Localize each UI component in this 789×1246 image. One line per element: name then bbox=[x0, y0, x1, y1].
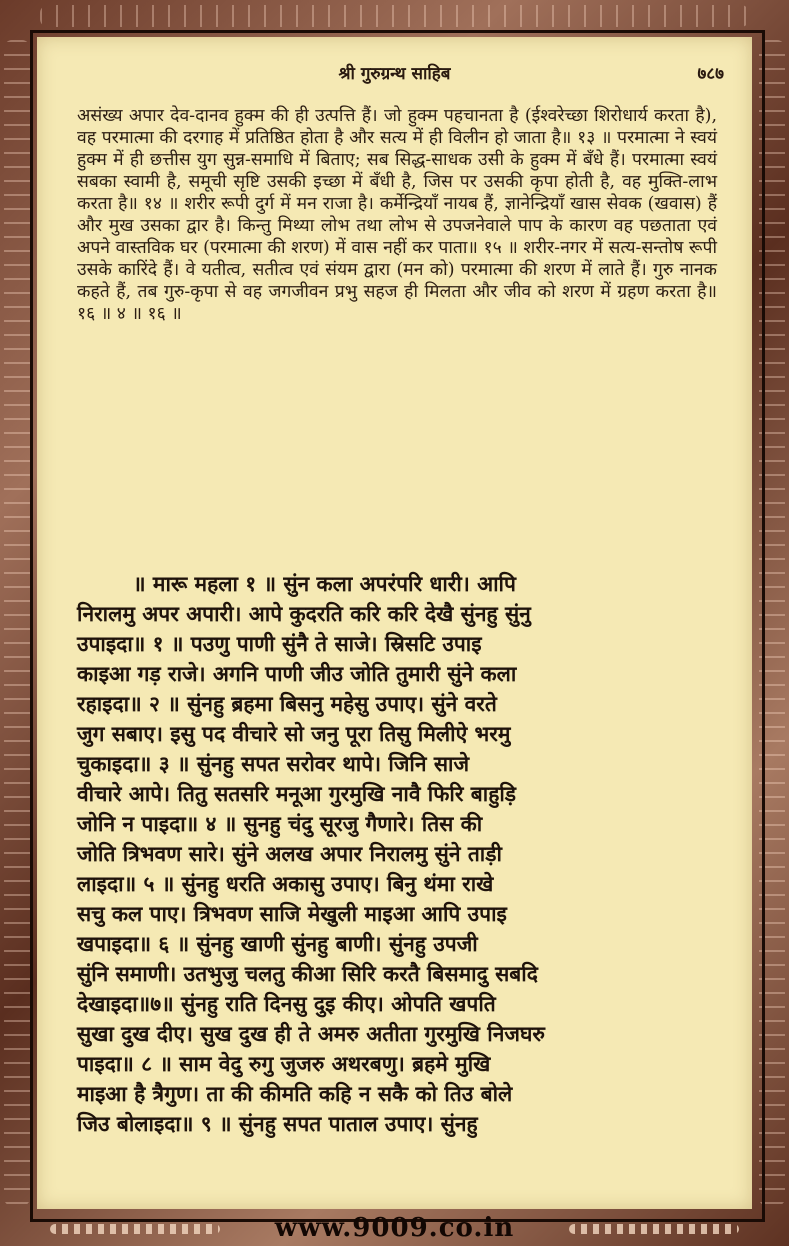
verse-line: जिउ बोलाइदा॥ ९ ॥ सुंनहु सपत पाताल उपाए। सुंनहु bbox=[77, 1111, 478, 1136]
verse-line: रहाइदा॥ २ ॥ सुंनहु ब्रहमा बिसनु महेसु उपाए। सुंने वरते bbox=[77, 691, 497, 716]
translation-line: हुक्म में ही छत्तीस युग सुन्न-समाधि में बिताए; सब सिद्ध-साधक उसी bbox=[77, 150, 511, 170]
verse-line: जोनि न पाइदा॥ ४ ॥ सुनहु चंदु सूरजु गैणारे। तिस की bbox=[77, 811, 483, 836]
translation-line: के हुक्म में बँधे हैं। परमात्मा स्वयं सबका स्वामी है, समूची सृष्टि उसकी bbox=[77, 150, 717, 192]
verse-line: सचु कल पाए। त्रिभवण साजि मेखुली माइआ आपि उपाइ bbox=[77, 901, 507, 926]
translation-line: शरीर-नगर में सत्य-सन्तोष रूपी उसके कारिंदे हैं। वे यतीत्व, सतीत्व bbox=[77, 238, 717, 280]
verse-line: देखाइदा॥७॥ सुंनहु राति दिनसु दुइ कीए। ओपति खपति bbox=[77, 991, 496, 1016]
translation-line: (ईश्वरेच्छा शिरोधार्य करता है), वह परमात्मा की दरगाह में प्रतिष्ठित bbox=[77, 106, 718, 148]
page-footer bbox=[0, 1212, 789, 1246]
frame-ornament-left bbox=[4, 40, 30, 1206]
verse-line: उपाइदा॥ १ ॥ पउणु पाणी सुंनै ते साजे। स्रिसटि उपाइ bbox=[77, 631, 482, 656]
running-title: श्री गुरुग्रन्थ साहिब bbox=[338, 64, 451, 84]
scripture-page bbox=[37, 37, 752, 1209]
hindi-translation bbox=[77, 105, 717, 325]
translation-line: होता है और सत्य में ही विलीन हो जाता है॥ १३ ॥ परमात्मा ने स्वयं bbox=[300, 128, 717, 148]
verse-line: पाइदा॥ ८ ॥ साम वेदु रुगु जुजरु अथरबणु। ब्रहमे मुखि bbox=[77, 1051, 491, 1076]
gurbani-verse bbox=[77, 569, 717, 1139]
verse-line: जोति त्रिभवण सारे। सुंने अलख अपार निरालमु सुंने ताड़ी bbox=[77, 841, 502, 866]
verse-line: सुंनि समाणी। उतभुजु चलतु कीआ सिरि करतै बिसमादु सबदि bbox=[77, 961, 538, 986]
verse-line: जुग सबाए। इसु पद वीचारे सो जनु पूरा तिसु मिलीऐ भरमु bbox=[77, 721, 511, 746]
translation-line: अपने वास्तविक घर (परमात्मा की शरण) में वास नहीं कर पाता॥ १५ ॥ bbox=[77, 238, 524, 258]
translation-line: है॥ १४ ॥ शरीर रूपी दुर्ग में मन राजा है। कर्मेन्द्रियाँ नायब हैं, bbox=[118, 194, 505, 214]
verse-line: निरालमु अपर अपारी। आपे कुदरति करि करि देखै सुंनहु सुंनु bbox=[77, 601, 531, 626]
translation-line: इच्छा में बँधी है, जिस पर उसकी कृपा होती है, वह मुक्ति-लाभ करता bbox=[77, 172, 717, 214]
verse-line: वीचारे आपे। तितु सतसरि मनूआ गुरमुखि नावै फिरि बाहुड़ि bbox=[77, 781, 517, 806]
verse-line: सुखा दुख दीए। सुख दुख ही ते अमरु अतीता गुरमुखि निजघरु bbox=[77, 1021, 545, 1046]
translation-line: को शरण में ग्रहण करता है॥ १६ ॥ ४ ॥ १६ ॥ bbox=[77, 282, 718, 324]
translation-line: असंख्य अपार देव-दानव हुक्म की ही उत्पत्ति हैं। जो हुक्म पहचानता है bbox=[77, 106, 525, 126]
verse-line: काइआ गड़ राजे। अगनि पाणी जीउ जोति तुमारी सुंने कला bbox=[77, 661, 517, 686]
translation-line: मिथ्या लोभ तथा लोभ से उपजनेवाले पाप के कारण वह पछताता एवं bbox=[277, 216, 717, 236]
frame-ornament-top bbox=[40, 5, 749, 27]
translation-line: कहते हैं, तब गुरु-कृपा से वह जगजीवन प्रभु सहज ही मिलता और जीव bbox=[77, 282, 538, 302]
verse-line: चुकाइदा॥ ३ ॥ सुंनहु सपत सरोवर थापे। जिनि साजे bbox=[77, 751, 470, 776]
translation-line: एवं संयम द्वारा (मन को) परमात्मा की शरण में लाते हैं। गुरु नानक bbox=[299, 260, 717, 280]
verse-line: माइआ है त्रैगुण। ता की कीमति कहि न सकै को तिउ बोले bbox=[77, 1081, 513, 1106]
page-number: ७८७ bbox=[697, 64, 724, 84]
site-url[interactable]: www.9009.co.in bbox=[274, 1213, 515, 1243]
translation-line: ज्ञानेन्द्रियाँ खास सेवक (खवास) हैं और मुख उसका द्वार है। किन्तु bbox=[77, 194, 717, 236]
verse-line: खपाइदा॥ ६ ॥ सुंनहु खाणी सुंनहु बाणी। सुंनहु उपजी bbox=[77, 931, 478, 956]
verse-line: ॥ मारू महला १ ॥ सुंन कला अपरंपरि धारी। आपि bbox=[133, 571, 516, 596]
verse-line: लाइदा॥ ५ ॥ सुंनहु धरति अकासु उपाए। बिनु थंमा राखे bbox=[77, 871, 494, 896]
footer-ornament-right bbox=[569, 1224, 739, 1234]
page-header bbox=[37, 57, 752, 87]
